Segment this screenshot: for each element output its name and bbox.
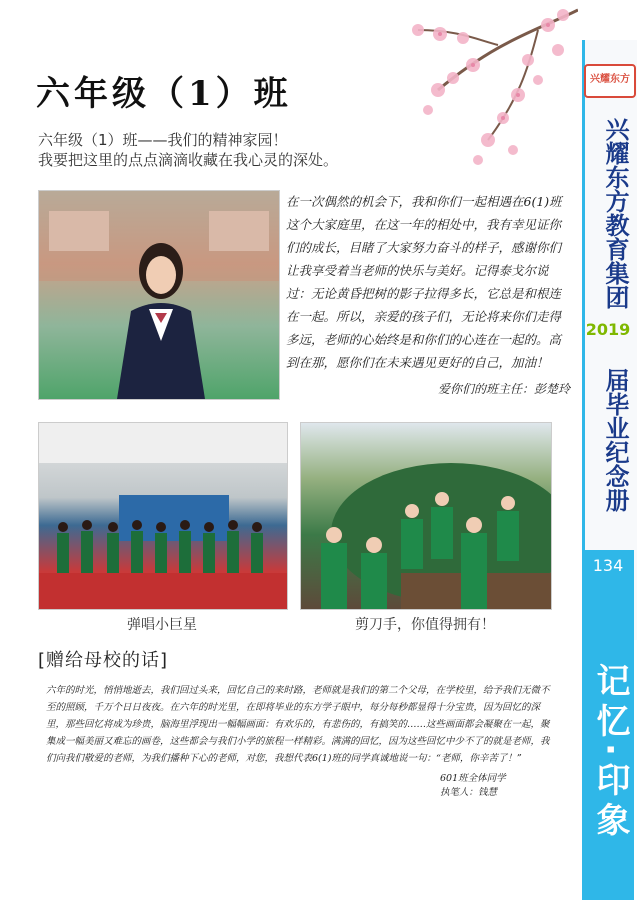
page-number: 134 [592,556,624,575]
teacher-letter: 在一次偶然的机会下，我和你们一起相遇在6(1)班这个大家庭里，在这一年的相处中，我有幸见证你们的成长，目睹了大家努力奋斗的样子，感谢你们让我享受着当老师的快乐与美好。记得泰戈尔说过：无论黄昏把树的影子拉得多长，它总是和根连在一起。所以，亲爱的孩子们，无论将来你们走得多远，老师的心始终是和你们的心连在一起的。高到在那，愿你们在未来遇见更好的自己，加油！ [286,194,562,370]
gift-sign-writer: 执笔人：钱慧 [440,787,498,798]
gift-message: 六年的时光，悄悄地逝去，我们回过头来，回忆自己的来时路，老师就是我们的第二个父母，在学校里，给予我们无微不至的照顾，千万个日日夜夜。在六年的时光里，在即将毕业的东方学子眼中，每分每秒都显得十分宝贵，因为回忆的深里，那些回忆将成为珍贵，脑海里浮现出一幅幅画面：有欢乐的，有悲伤的，有搞笑的……这些画面都会凝聚在一起，聚集成一幅美丽又难忘的画卷，这些都会与我们小学的旅程一样精彩。满满的回忆，因为这些回忆中少不了的就是老师，我们向我们敬爱的老师，为我们播种下心的老师，对您，我想代表6(1)班的同学真诚地说一句：“老师，你辛苦了！” [46,685,550,764]
gift-sign-class: 601班全体同学 [440,773,506,784]
blossom-decoration-icon [378,0,578,200]
peace-sign-photo [300,422,552,610]
gift-signature [440,772,560,800]
teacher-photo [38,190,280,400]
intro-line-2: 我要把这里的点点滴滴收藏在我心灵的深处。 [38,151,339,169]
stage-photo-caption: 弹唱小巨星 [127,617,197,633]
performers-icon [39,423,287,609]
graduation-year: 2019 [585,320,631,339]
group-name: 兴耀东方教育集团 [601,117,629,309]
yearbook-label: 届毕业纪念册 [601,368,629,512]
teacher-figure-icon [39,191,279,399]
intro-line-1: 六年级（1）班——我们的精神家园！ [38,131,288,149]
stage-performance-photo [38,422,288,610]
teacher-signature: 爱你们的班主任：彭楚玲 [437,382,570,396]
intro-text [38,130,478,170]
section-title: 记忆·印象 [590,662,630,842]
gift-section-title: [赠给母校的话] [38,650,169,671]
garden-photo-caption: 剪刀手，你值得拥有！ [355,617,495,633]
school-logo: 兴耀东方 [584,64,636,98]
students-group-icon [301,423,551,609]
page-title: 六年级（1）班 [36,74,292,114]
